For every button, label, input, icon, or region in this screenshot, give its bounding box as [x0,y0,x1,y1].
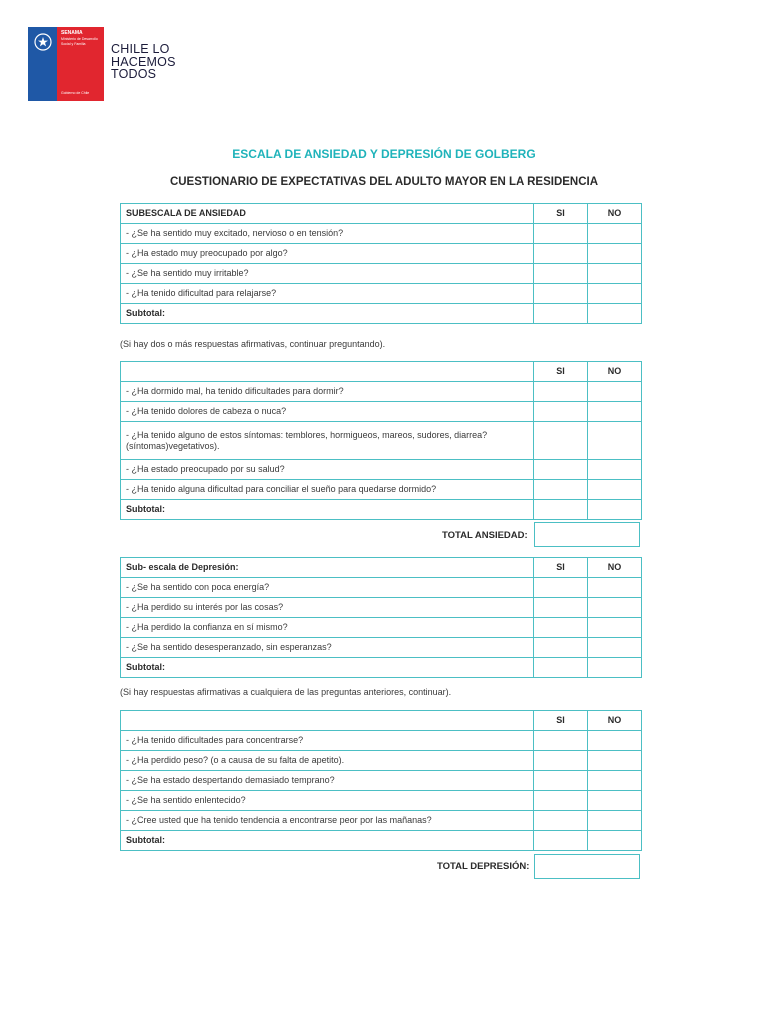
total-anxiety-label: TOTAL ANSIEDAD: [442,530,528,541]
yes-answer-cell[interactable] [534,460,588,480]
no-answer-cell[interactable] [588,771,642,791]
no-answer-cell[interactable] [588,638,642,658]
total-depression-label: TOTAL DEPRESIÓN: [437,861,530,872]
subtotal-yes-cell[interactable] [534,500,588,520]
question-text: - ¿Ha estado preocupado por su salud? [121,460,534,480]
yes-answer-cell[interactable] [534,791,588,811]
question-text: - ¿Ha tenido dificultad para relajarse? [121,284,534,304]
subtotal-row [121,500,642,520]
subtotal-no-cell[interactable] [588,658,642,678]
depression-table-b [120,710,642,851]
yes-column-header: SI [534,204,588,224]
subtotal-label: Subtotal: [121,304,534,324]
depression-table-a [120,557,642,678]
yes-answer-cell[interactable] [534,382,588,402]
question-text: - ¿Se ha sentido enlentecido? [121,791,534,811]
no-answer-cell[interactable] [588,578,642,598]
question-text: - ¿Se ha sentido muy irritable? [121,264,534,284]
yes-answer-cell[interactable] [534,598,588,618]
subtotal-yes-cell[interactable] [534,658,588,678]
yes-answer-cell[interactable] [534,618,588,638]
subtotal-row [121,831,642,851]
instruction-note: (Si hay dos o más respuestas afirmativas, continuar preguntando). [120,339,386,349]
yes-answer-cell[interactable] [534,284,588,304]
question-text: - ¿Ha dormido mal, ha tenido dificultades para dormir? [121,382,534,402]
yes-answer-cell[interactable] [534,731,588,751]
no-answer-cell[interactable] [588,731,642,751]
no-answer-cell[interactable] [588,811,642,831]
no-answer-cell[interactable] [588,791,642,811]
table-header-row [121,711,642,731]
no-column-header: NO [588,711,642,731]
table-row [121,224,642,244]
yes-answer-cell[interactable] [534,264,588,284]
logo-blue-band [28,27,57,101]
table-row [121,402,642,422]
empty-header-cell [121,711,534,731]
subtotal-row [121,304,642,324]
subtotal-label: Subtotal: [121,658,534,678]
subtotal-row [121,658,642,678]
yes-answer-cell[interactable] [534,638,588,658]
slogan-line-2: HACEMOS [111,54,176,69]
yes-answer-cell[interactable] [534,771,588,791]
table-row [121,460,642,480]
table-header-row [121,558,642,578]
anxiety-table-b [120,361,642,520]
yes-column-header: SI [534,558,588,578]
subtotal-label: Subtotal: [121,500,534,520]
question-text: - ¿Se ha sentido con poca energía? [121,578,534,598]
logo-ministry: Ministerio de Desarrollo Social y Familia [61,37,98,46]
depression-header: Sub- escala de Depresión: [121,558,534,578]
subtotal-no-cell[interactable] [588,304,642,324]
yes-answer-cell[interactable] [534,224,588,244]
table-row [121,480,642,500]
subtotal-no-cell[interactable] [588,500,642,520]
no-answer-cell[interactable] [588,224,642,244]
question-text: - ¿Ha perdido peso? (o a causa de su falta de apetito). [121,751,534,771]
table-row [121,638,642,658]
slogan-line-1: CHILE LO [111,42,170,56]
total-anxiety-input[interactable] [534,522,640,547]
table-row [121,731,642,751]
question-text: - ¿Ha tenido alguna dificultad para conciliar el sueño para quedarse dormido? [121,480,534,500]
table-row [121,771,642,791]
seal-icon [34,33,52,51]
yes-answer-cell[interactable] [534,811,588,831]
table-row [121,284,642,304]
table-row [121,244,642,264]
question-text: - ¿Ha perdido su interés por las cosas? [121,598,534,618]
subtotal-yes-cell[interactable] [534,304,588,324]
no-answer-cell[interactable] [588,598,642,618]
anxiety-table-a [120,203,642,324]
instruction-note: (Si hay respuestas afirmativas a cualquiera de las preguntas anteriores, continuar). [120,687,452,697]
subtotal-label: Subtotal: [121,831,534,851]
table-header-row [121,204,642,224]
no-answer-cell[interactable] [588,382,642,402]
yes-column-header: SI [534,711,588,731]
slogan-line-3: TODOS [111,67,157,81]
page-subtitle: CUESTIONARIO DE EXPECTATIVAS DEL ADULTO MAYOR EN LA RESIDENCIA [169,176,599,188]
no-answer-cell[interactable] [588,751,642,771]
question-text: - ¿Se ha sentido desesperanzado, sin esperanzas? [121,638,534,658]
no-column-header: NO [588,362,642,382]
empty-header-cell [121,362,534,382]
table-row [121,578,642,598]
slogan [111,43,176,81]
no-answer-cell[interactable] [588,244,642,264]
logo-government: Gobierno de Chile [61,91,90,95]
no-answer-cell[interactable] [588,284,642,304]
table-row [121,751,642,771]
no-answer-cell[interactable] [588,480,642,500]
question-text: - ¿Ha tenido dolores de cabeza o nuca? [121,402,534,422]
table-header-row [121,362,642,382]
page-title: ESCALA DE ANSIEDAD Y DEPRESIÓN DE GOLBERG [232,147,536,161]
table-row [121,811,642,831]
table-row [121,422,642,460]
yes-answer-cell[interactable] [534,578,588,598]
no-answer-cell[interactable] [588,264,642,284]
question-text: - ¿Se ha sentido muy excitado, nervioso o en tensión? [121,224,534,244]
subtotal-yes-cell[interactable] [534,831,588,851]
table-row [121,618,642,638]
table-row [121,598,642,618]
yes-answer-cell[interactable] [534,244,588,264]
no-answer-cell[interactable] [588,618,642,638]
no-column-header: NO [588,558,642,578]
question-text: - ¿Ha tenido alguno de estos síntomas: temblores, hormigueos, mareos, sudores, diarrea? (síntomas)vegetativos). [121,422,534,460]
no-answer-cell[interactable] [588,402,642,422]
question-text: - ¿Cree usted que ha tenido tendencia a encontrarse peor por las mañanas? [121,811,534,831]
table-row [121,382,642,402]
yes-answer-cell[interactable] [534,480,588,500]
table-row [121,264,642,284]
yes-answer-cell[interactable] [534,751,588,771]
yes-column-header: SI [534,362,588,382]
senama-logo [28,27,104,101]
question-text: - ¿Se ha estado despertando demasiado temprano? [121,771,534,791]
table-row [121,791,642,811]
anxiety-header: SUBESCALA DE ANSIEDAD [121,204,534,224]
question-text: - ¿Ha tenido dificultades para concentrarse? [121,731,534,751]
yes-answer-cell[interactable] [534,422,588,460]
yes-answer-cell[interactable] [534,402,588,422]
question-text: - ¿Ha perdido la confianza en sí mismo? [121,618,534,638]
no-column-header: NO [588,204,642,224]
logo-org-name: SENAMA [61,30,83,36]
no-answer-cell[interactable] [588,460,642,480]
question-text: - ¿Ha estado muy preocupado por algo? [121,244,534,264]
subtotal-no-cell[interactable] [588,831,642,851]
no-answer-cell[interactable] [588,422,642,460]
total-depression-input[interactable] [534,854,640,879]
